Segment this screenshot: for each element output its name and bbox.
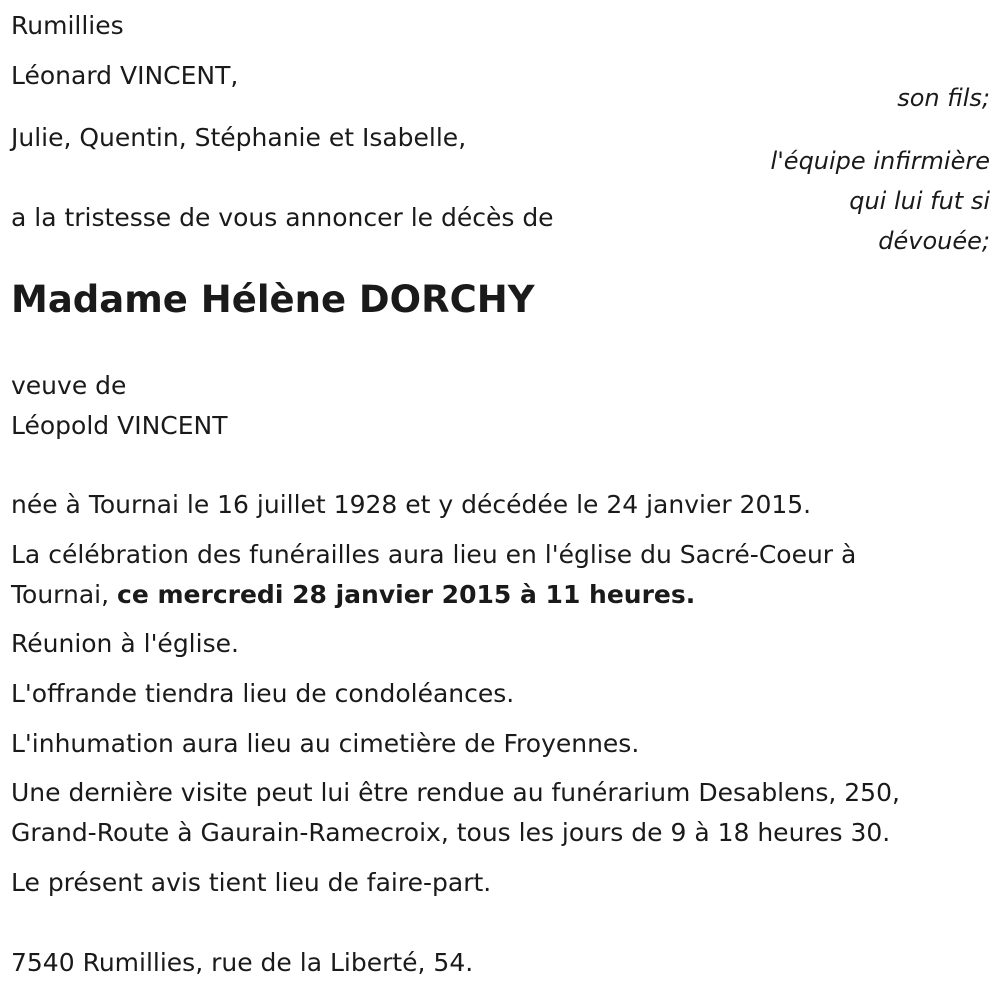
town: Rumillies (11, 11, 124, 40)
visit-line-2: Grand-Route à Gaurain-Ramecroix, tous les jours de 9 à 18 heures 30. (11, 818, 891, 847)
announcement: a la tristesse de vous annoncer le décès de (11, 203, 554, 232)
birth-death: née à Tournai le 16 juillet 1928 et y décédée le 24 janvier 2015. (11, 490, 812, 519)
visit-line-1: Une dernière visite peut lui être rendue au funérarium Desablens, 250, (11, 778, 900, 807)
burial: L'inhumation aura lieu au cimetière de Froyennes. (11, 729, 640, 758)
ceremony-line-1: La célébration des funérailles aura lieu en l'église du Sacré-Coeur à (11, 540, 857, 569)
son-name: Léonard VINCENT, (11, 61, 239, 90)
spouse-name: Léopold VINCENT (11, 411, 228, 440)
address: 7540 Rumillies, rue de la Liberté, 54. (11, 948, 474, 977)
team-role-line-3: dévouée; (878, 227, 990, 255)
notice: Le présent avis tient lieu de faire-part. (11, 868, 492, 897)
offering: L'offrande tiendra lieu de condoléances. (11, 679, 515, 708)
widow-of-label: veuve de (11, 371, 127, 400)
team-names: Julie, Quentin, Stéphanie et Isabelle, (11, 123, 467, 152)
ceremony-date: ce mercredi 28 janvier 2015 à 11 heures. (117, 580, 696, 609)
deceased-name: Madame Hélène DORCHY (11, 278, 535, 321)
team-role-line-2: qui lui fut si (849, 187, 990, 215)
meeting: Réunion à l'église. (11, 629, 239, 658)
ceremony-place: Tournai, (11, 580, 118, 609)
son-role: son fils; (897, 84, 990, 112)
ceremony-line-2 (11, 575, 695, 615)
team-role-line-1: l'équipe infirmière (770, 147, 990, 175)
